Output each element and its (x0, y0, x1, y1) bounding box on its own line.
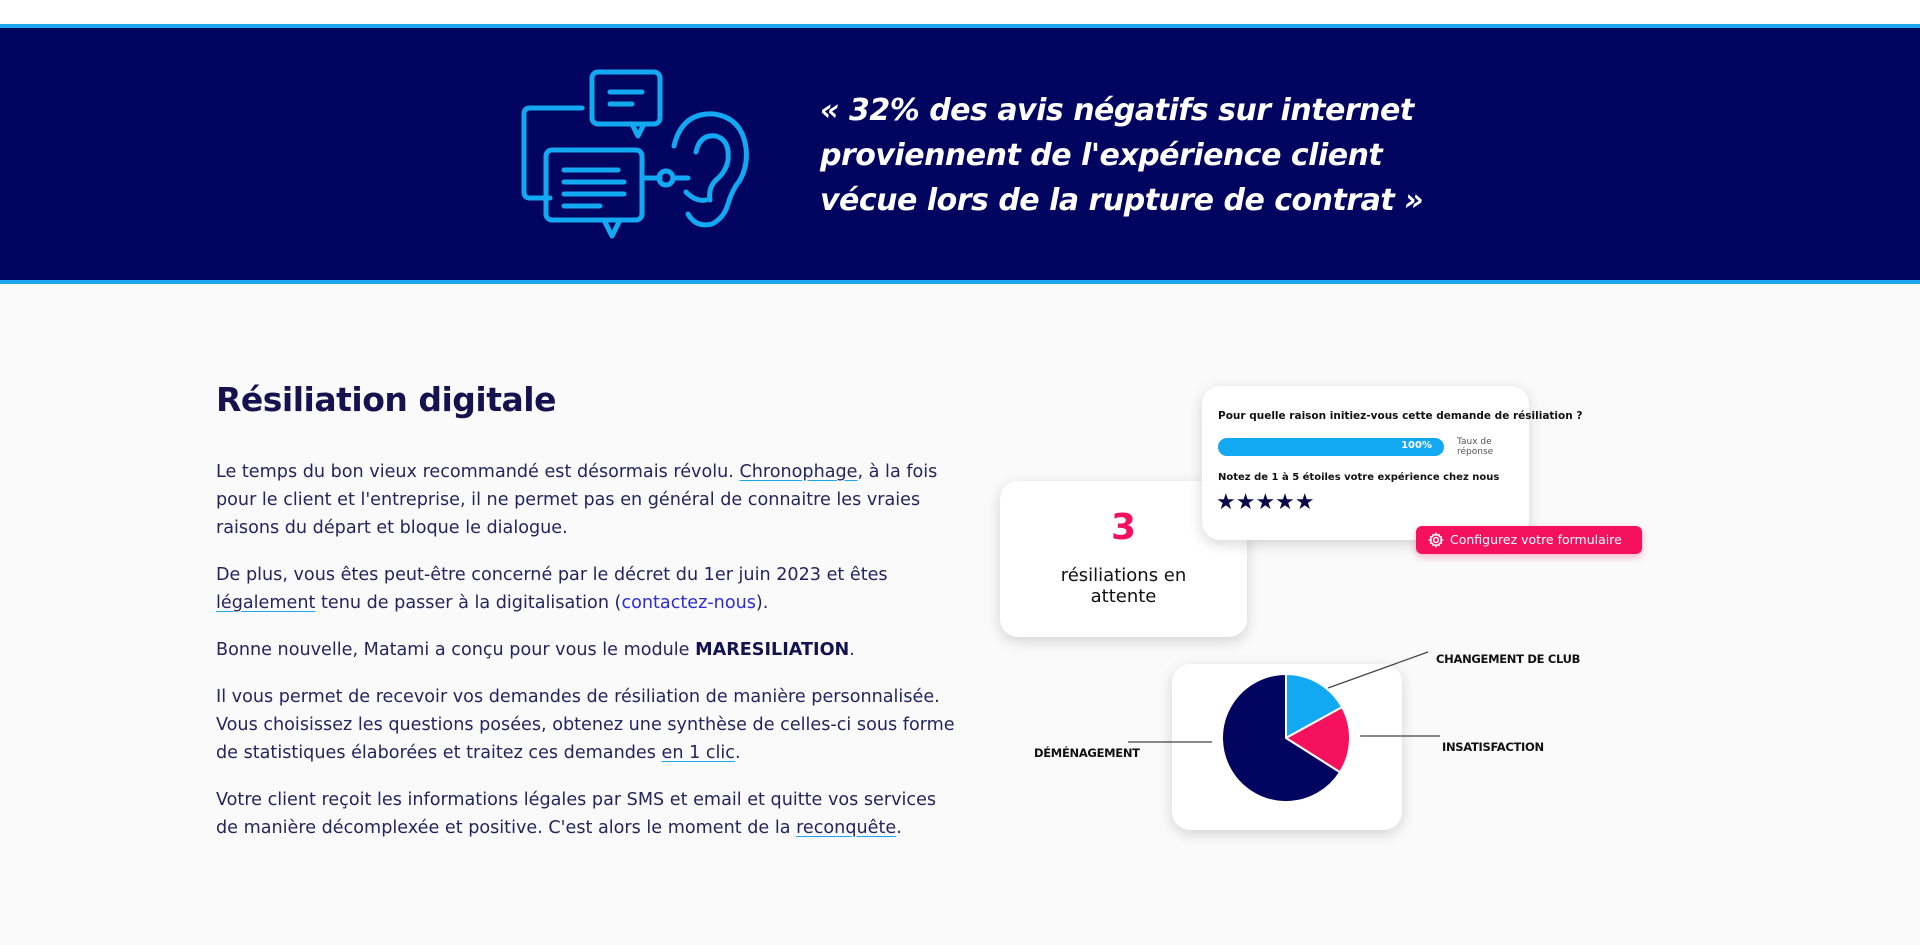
text-run: De plus, vous êtes peut-être concerné par le décret du 1er juin 2023 et êtes (216, 565, 888, 585)
pending-label-line: résiliations en (1060, 565, 1187, 586)
quote-banner (0, 24, 1920, 284)
section-text (216, 458, 956, 861)
text-run: tenu de passer à la digitalisation ( (315, 593, 622, 613)
quote-line: « 32% des avis négatifs sur internet (820, 93, 1414, 128)
configure-form-button[interactable] (1416, 526, 1642, 554)
quote-line: proviennent de l'expérience client (820, 138, 1383, 173)
label-changement-de-club: CHANGEMENT DE CLUB (1436, 652, 1581, 666)
text-run: . (734, 743, 741, 763)
quote-line: vécue lors de la rupture de contrat » (820, 183, 1424, 218)
text-run: Bonne nouvelle, Matami a conçu pour vous le module (216, 640, 696, 660)
pending-label (1000, 565, 1247, 607)
legalement-link[interactable]: légalement (216, 593, 316, 613)
reconquete-link[interactable]: reconquête (796, 818, 897, 838)
gear-icon (1428, 532, 1444, 548)
response-rate-label (1457, 437, 1507, 457)
text-run: ). (755, 593, 769, 613)
response-rate-value: 100% (1401, 440, 1432, 451)
top-strip (0, 0, 1920, 22)
pie-leader-line-0 (1328, 652, 1428, 688)
paragraph-2 (216, 561, 956, 617)
text-run: . (896, 818, 902, 838)
paragraph-1 (216, 458, 956, 542)
paragraph-4 (216, 683, 956, 767)
response-rate-fill (1218, 438, 1444, 456)
one-click-link[interactable]: en 1 clic (661, 743, 735, 763)
text-run: Le temps du bon vieux recommandé est désormais révolu. (216, 462, 740, 482)
rating-prompt: Notez de 1 à 5 étoiles votre expérience chez nous (1218, 472, 1500, 483)
chronophage-link[interactable]: Chronophage (739, 462, 858, 482)
label-demenagement: DÉMÉNAGEMENT (1034, 746, 1140, 760)
response-rate-bar (1218, 438, 1444, 456)
survey-card (1202, 386, 1583, 540)
text-run: , à la fois pour le client et l'entreprise, il ne permet pas en général de connaitre les vraies raisons du départ et bloque le dialogue. (216, 462, 938, 538)
paragraph-5 (216, 786, 956, 842)
paragraph-3 (216, 636, 956, 664)
contact-link[interactable]: contactez-nous (621, 593, 756, 613)
banner-quote (820, 88, 1460, 223)
module-name: MARESILIATION (695, 640, 850, 660)
chat-bubbles-ear-icon (520, 68, 750, 253)
text-run: Votre client reçoit les informations légales par SMS et email et quitte vos services de manière décomplexée et positive. C'est alors le moment de la (216, 790, 937, 838)
label-insatisfaction: INSATISFACTION (1442, 740, 1544, 754)
response-rate-label-line: Taux de (1457, 437, 1492, 447)
section-title: Résiliation digitale (216, 380, 556, 419)
configure-form-label: Configurez votre formulaire (1450, 532, 1622, 547)
star-rating[interactable]: ★★★★★ (1216, 490, 1315, 515)
response-rate-label-line: réponse (1457, 447, 1494, 457)
pending-label-line: attente (1090, 586, 1157, 607)
main-section (0, 288, 1920, 945)
pending-count: 3 (1110, 507, 1137, 548)
text-run: . (849, 640, 855, 660)
survey-question: Pour quelle raison initiez-vous cette demande de résiliation ? (1218, 410, 1583, 422)
text-run: Il vous permet de recevoir vos demandes de résiliation de manière personnalisée. Vous choisissez les questions posées, obtenez une synthèse de celles-ci sous forme de statistiques élaborées et traitez ces demandes (216, 687, 955, 763)
